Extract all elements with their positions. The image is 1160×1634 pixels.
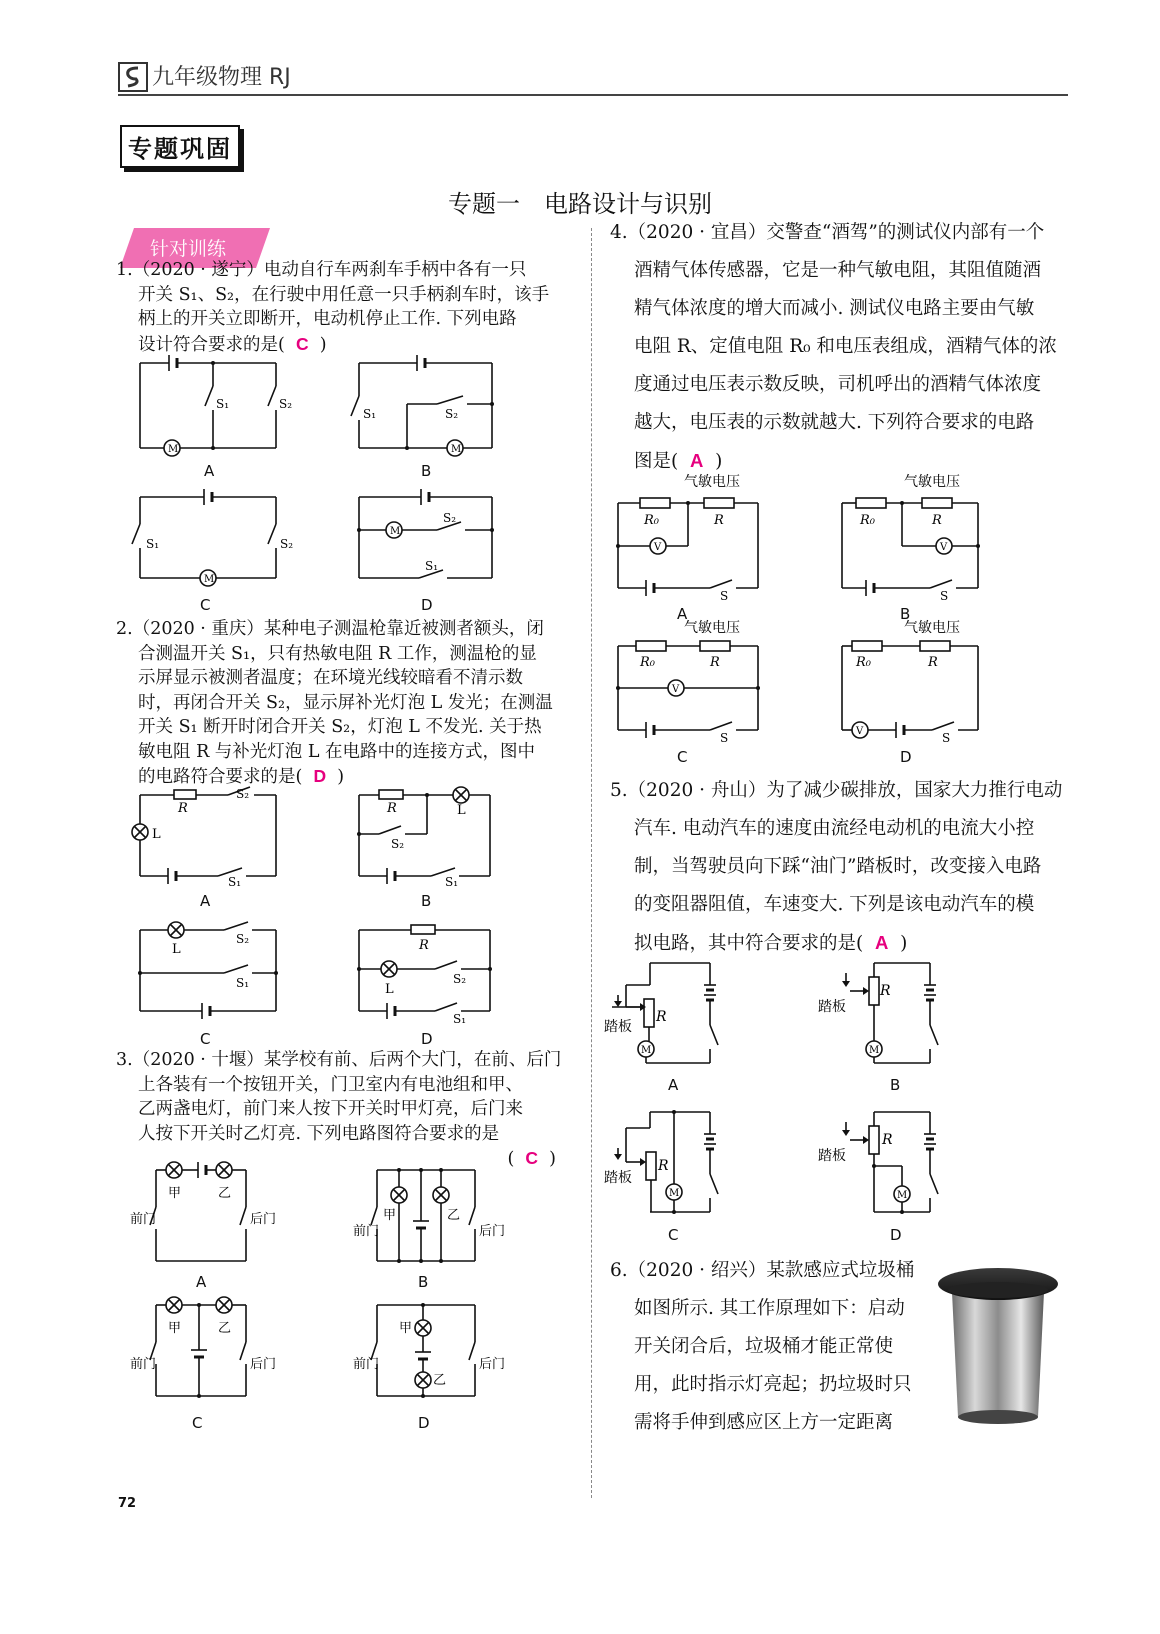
q5-circuit-b <box>818 955 960 1070</box>
q3-circuit-b <box>353 1165 506 1270</box>
option-label: A <box>677 605 688 623</box>
svg-text:R: R <box>656 1009 667 1025</box>
svg-text:S₁: S₁ <box>453 1012 467 1026</box>
option-label: B <box>421 462 432 480</box>
question-line: 上各装有一个按钮开关，门卫室内有电池组和甲、 <box>138 1074 523 1095</box>
svg-text:V: V <box>940 542 948 553</box>
svg-text:气敏电压: 气敏电压 <box>904 474 960 490</box>
option-label: D <box>421 596 433 614</box>
q4-circuit-c <box>616 622 766 747</box>
svg-text:R: R <box>419 938 429 953</box>
question-line: 合测温开关 S₁，只有热敏电阻 R 工作，测温枪的显 <box>138 643 537 664</box>
svg-text:S₁: S₁ <box>363 407 377 421</box>
q1-circuit-b <box>357 358 497 458</box>
svg-text:V: V <box>672 684 680 695</box>
question-line: 电阻 R、定值电阻 R₀ 和电压表组成，酒精气体的浓 <box>634 336 1057 357</box>
option-label: D <box>900 748 912 766</box>
question-line: 的变阻器阻值，车速变大. 下列是该电动汽车的模 <box>634 894 1035 915</box>
question-line: 时，再闭合开关 S₂，显示屏补光灯泡 L 发光；在测温 <box>138 692 553 713</box>
column-divider <box>591 228 592 1498</box>
option-label: A <box>196 1273 207 1291</box>
svg-text:S: S <box>720 731 729 745</box>
svg-text:乙: 乙 <box>433 1373 447 1388</box>
motor-label: M <box>168 444 179 455</box>
svg-text:S: S <box>940 589 949 603</box>
svg-text:V: V <box>856 726 864 737</box>
svg-text:S₂: S₂ <box>445 407 459 421</box>
question-line: 设计符合要求的是 <box>138 334 278 355</box>
question-5 <box>610 772 1063 963</box>
svg-text:M: M <box>869 1045 880 1056</box>
question-6 <box>610 1252 915 1442</box>
svg-text:M: M <box>641 1045 652 1056</box>
svg-text:乙: 乙 <box>218 1186 232 1201</box>
question-line: 如图所示. 其工作原理如下：启动 <box>634 1298 905 1319</box>
question-line: 示屏显示被测者温度；在环境光线较暗看不清示数 <box>138 668 523 688</box>
option-label: A <box>668 1076 679 1094</box>
svg-text:乙: 乙 <box>218 1321 232 1336</box>
svg-text:踏板: 踏板 <box>818 999 846 1015</box>
svg-text:R: R <box>928 655 938 670</box>
svg-text:甲: 甲 <box>168 1186 182 1201</box>
svg-text:R₀: R₀ <box>640 655 655 670</box>
svg-text:R: R <box>387 801 397 816</box>
svg-text:R₀: R₀ <box>644 513 659 528</box>
q4-circuit-d <box>840 622 990 747</box>
answer-slot: ( A ) <box>671 450 723 472</box>
option-label: A <box>200 892 211 910</box>
question-line: 拟电路，其中符合要求的是 <box>634 933 857 954</box>
question-line: 2.（2020 · 重庆）某种电子测温枪靠近被测者额头，闭 <box>116 619 544 639</box>
option-label: C <box>192 1414 203 1432</box>
svg-text:后门: 后门 <box>250 1357 277 1372</box>
svg-text:S₁: S₁ <box>228 875 242 889</box>
question-1 <box>116 258 556 357</box>
question-line: 3.（2020 · 十堰）某学校有前、后两个大门，在前、后门 <box>116 1050 562 1070</box>
svg-text:气敏电压: 气敏电压 <box>684 620 740 636</box>
answer: A <box>875 932 889 953</box>
option-label: B <box>890 1076 901 1094</box>
svg-text:踏板: 踏板 <box>604 1019 632 1035</box>
q2-circuit-c <box>138 925 283 1020</box>
option-label: C <box>200 596 211 614</box>
q3-circuit-a <box>130 1165 275 1270</box>
svg-text:R₀: R₀ <box>860 513 875 528</box>
svg-text:R: R <box>710 655 720 670</box>
svg-text:S₂: S₂ <box>236 932 250 946</box>
svg-text:甲: 甲 <box>383 1208 397 1223</box>
question-line: 图是 <box>634 451 672 472</box>
question-line: 用，此时指示灯亮起；扔垃圾时只 <box>634 1374 912 1395</box>
svg-text:M: M <box>204 574 215 585</box>
option-label: C <box>668 1226 679 1244</box>
q5-circuit-d <box>818 1104 960 1219</box>
q5-circuit-c <box>604 1104 740 1219</box>
svg-text:S₁: S₁ <box>445 875 459 889</box>
q1-circuit-a <box>138 358 293 458</box>
svg-text:S: S <box>942 731 951 745</box>
question-line: 的电路符合要求的是 <box>138 767 296 787</box>
svg-text:R: R <box>714 513 724 528</box>
publisher-logo <box>118 62 148 92</box>
q2-circuit-d <box>357 925 497 1026</box>
q5-circuit-a <box>604 955 740 1070</box>
answer-slot: ( D ) <box>295 766 345 787</box>
answer: A <box>690 450 704 471</box>
svg-text:R: R <box>882 1132 893 1148</box>
answer: D <box>313 766 327 786</box>
question-line: 5.（2020 · 舟山）为了减少碳排放，国家大力推行电动 <box>610 780 1063 801</box>
svg-text:S₂: S₂ <box>453 972 467 986</box>
svg-text:L: L <box>152 827 161 842</box>
section-label: 专题巩固 <box>120 125 240 168</box>
question-line: 柄上的开关立即断开，电动机停止工作. 下列电路 <box>138 309 517 329</box>
svg-text:R₀: R₀ <box>856 655 871 670</box>
svg-text:后门: 后门 <box>250 1212 277 1227</box>
answer-slot: ( C ) <box>278 333 327 355</box>
option-label: C <box>677 748 688 766</box>
svg-text:R: R <box>178 801 188 816</box>
answer: C <box>295 333 309 354</box>
option-label: D <box>418 1414 430 1432</box>
svg-text:M: M <box>451 444 462 455</box>
svg-text:S₂: S₂ <box>280 537 294 551</box>
question-line: 开关 S₁、S₂，在行驶中用任意一只手柄刹车时，该手 <box>138 284 550 305</box>
svg-text:前门: 前门 <box>130 1212 157 1227</box>
training-tag-label: 针对训练 <box>150 238 227 260</box>
svg-text:L: L <box>457 803 466 818</box>
svg-text:S₂: S₂ <box>236 787 250 801</box>
question-line: 人按下开关时乙灯亮. 下列电路图符合要求的是 <box>138 1123 500 1144</box>
question-line: 制，当驾驶员向下踩“油门”踏板时，改变接入电路 <box>634 856 1042 877</box>
option-label: D <box>890 1226 902 1244</box>
answer-slot: ( A ) <box>856 932 908 954</box>
question-line: 敏电阻 R 与补光灯泡 L 在电路中的连接方式，图中 <box>138 741 536 762</box>
question-line: 开关闭合后，垃圾桶才能正常使 <box>634 1336 894 1357</box>
question-3 <box>116 1048 562 1172</box>
answer: C <box>525 1148 539 1168</box>
q3-circuit-c <box>130 1300 275 1405</box>
answer-slot: ( C ) <box>507 1148 556 1169</box>
header-divider <box>118 94 1068 96</box>
option-label: B <box>418 1273 429 1291</box>
option-label: C <box>200 1030 211 1048</box>
svg-text:乙: 乙 <box>447 1208 461 1223</box>
question-line: 汽车. 电动汽车的速度由流经电动机的电流大小控 <box>634 818 1035 839</box>
svg-text:S₁: S₁ <box>236 976 250 990</box>
question-line: 精气体浓度的增大而减小. 测试仪电路主要由气敏 <box>634 298 1035 319</box>
svg-text:V: V <box>654 542 662 553</box>
page-number: 72 <box>118 1496 137 1511</box>
svg-text:踏板: 踏板 <box>818 1148 846 1164</box>
svg-text:S: S <box>720 589 729 603</box>
svg-text:前门: 前门 <box>130 1357 157 1372</box>
question-4 <box>610 214 1057 481</box>
q2-circuit-a <box>138 787 283 889</box>
question-2 <box>116 617 556 790</box>
switch-label: S₂ <box>279 397 293 411</box>
svg-text:甲: 甲 <box>399 1321 413 1336</box>
svg-text:前门: 前门 <box>353 1357 380 1372</box>
svg-text:R: R <box>658 1158 669 1174</box>
svg-text:踏板: 踏板 <box>604 1170 632 1186</box>
svg-text:后门: 后门 <box>479 1224 506 1239</box>
switch-label: S₁ <box>216 397 230 411</box>
svg-text:M: M <box>897 1190 908 1201</box>
svg-text:L: L <box>385 982 394 997</box>
svg-text:S₂: S₂ <box>391 837 405 851</box>
topic-title: 专题一 电路设计与识别 <box>448 190 712 218</box>
svg-text:M: M <box>669 1188 680 1199</box>
svg-text:S₁: S₁ <box>146 537 160 551</box>
q2-circuit-b <box>357 790 497 889</box>
q1-circuit-d <box>357 492 497 587</box>
svg-text:S₁: S₁ <box>425 559 439 573</box>
question-line: 开关 S₁ 断开时闭合开关 S₂，灯泡 L 不发光. 关于热 <box>138 717 542 737</box>
q3-circuit-d <box>353 1300 506 1405</box>
question-line: 乙两盏电灯，前门来人按下开关时甲灯亮，后门来 <box>138 1099 523 1119</box>
option-label: B <box>900 605 911 623</box>
question-line: 酒精气体传感器，它是一种气敏电阻，其阻值随酒 <box>634 260 1042 281</box>
gas-sensor-label: 气敏电压 <box>684 474 740 490</box>
svg-text:M: M <box>390 526 401 537</box>
option-label: B <box>421 892 432 910</box>
question-line: 1.（2020 · 遂宁）电动自行车两刹车手柄中各有一只 <box>116 260 527 280</box>
q4-circuit-b <box>840 476 990 601</box>
svg-text:R: R <box>932 513 942 528</box>
svg-text:甲: 甲 <box>168 1321 182 1336</box>
svg-text:S₂: S₂ <box>443 511 457 525</box>
q4-circuit-a <box>616 476 766 601</box>
q1-circuit-c <box>138 492 294 587</box>
question-line: 度通过电压表示数反映，司机呼出的酒精气体浓度 <box>634 374 1042 395</box>
question-line: 越大，电压表的示数就越大. 下列符合要求的电路 <box>634 412 1035 433</box>
svg-text:气敏电压: 气敏电压 <box>904 620 960 636</box>
svg-text:L: L <box>172 942 181 957</box>
option-label: A <box>204 462 215 480</box>
book-header-title: 九年级物理 RJ <box>152 65 291 90</box>
question-line: 6.（2020 · 绍兴）某款感应式垃圾桶 <box>610 1260 915 1281</box>
svg-text:后门: 后门 <box>479 1357 506 1372</box>
option-label: D <box>421 1030 433 1048</box>
sensor-trash-can-image <box>932 1262 1064 1427</box>
question-line: 需将手伸到感应区上方一定距离 <box>634 1412 894 1433</box>
question-line: 4.（2020 · 宜昌）交警查“酒驾”的测试仪内部有一个 <box>610 222 1045 243</box>
svg-text:R: R <box>880 983 891 999</box>
svg-text:前门: 前门 <box>353 1224 380 1239</box>
